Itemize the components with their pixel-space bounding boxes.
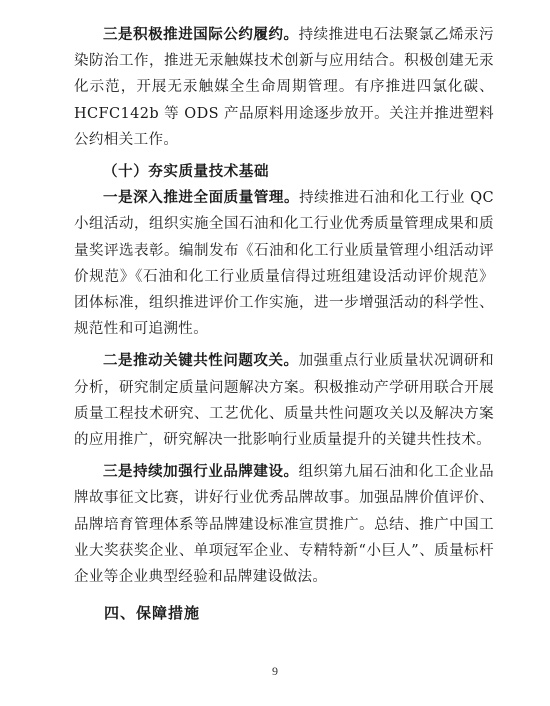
paragraph-lead: 一是深入推进全面质量管理。 xyxy=(103,189,300,207)
paragraph-lead: 三是积极推进国际公约履约。 xyxy=(103,26,299,43)
section-heading-quality-foundation: （十）夯实质量技术基础 xyxy=(103,164,270,181)
page-number: 9 xyxy=(272,664,278,678)
paragraph-lead: 三是持续加强行业品牌建设。 xyxy=(103,463,299,481)
paragraph-convention-compliance xyxy=(74,22,494,153)
paragraph-quality-management xyxy=(74,185,494,342)
paragraph-body: 组织第九届石油和化工企业品牌故事征文比赛，讲好行业优秀品牌故事。加强品牌价值评价、品牌培育管理体系等品牌建设标准宣贯推广。总结、推广中国工业大奖获奖企业、单项冠军企业、专精特新“小巨人”、质量标杆企业等企业典型经验和品牌建设做法。 xyxy=(74,464,495,586)
chapter-heading-safeguards: 四、保障措施 xyxy=(104,604,201,623)
paragraph-body: 持续推进电石法聚氯乙烯汞污染防治工作，推进无汞触媒技术创新与应用结合。积极创建无汞化示范，开展无汞触媒全生命周期管理。有序推进四氯化碳、HCFC142b 等 ODS 产品原料用途逐步放开。关注并推进塑料公约相关工作。 xyxy=(74,27,495,148)
paragraph-body: 加强重点行业质量状况调研和分析，研究制定质量问题解决方案。积极推动产学研用联合开展质量工程技术研究、工艺优化、质量共性问题攻关以及解决方案的应用推广，研究解决一批影响行业质量提升的关键共性技术。 xyxy=(74,353,495,449)
paragraph-lead: 二是推动关键共性问题攻关。 xyxy=(103,352,299,370)
paragraph-brand-building xyxy=(74,459,494,590)
paragraph-key-issues xyxy=(74,348,494,453)
paragraph-body: 持续推进石油和化工行业 QC 小组活动，组织实施全国石油和化工行业优秀质量管理成果和质量奖评选表彰。编制发布《石油和化工行业质量管理小组活动评价规范》《石油和化工行业质量信得过班组建设活动评价规范》团体标准，组织推进评价工作实施，进一步增强活动的科学性、规范性和可追溯性。 xyxy=(74,190,494,338)
